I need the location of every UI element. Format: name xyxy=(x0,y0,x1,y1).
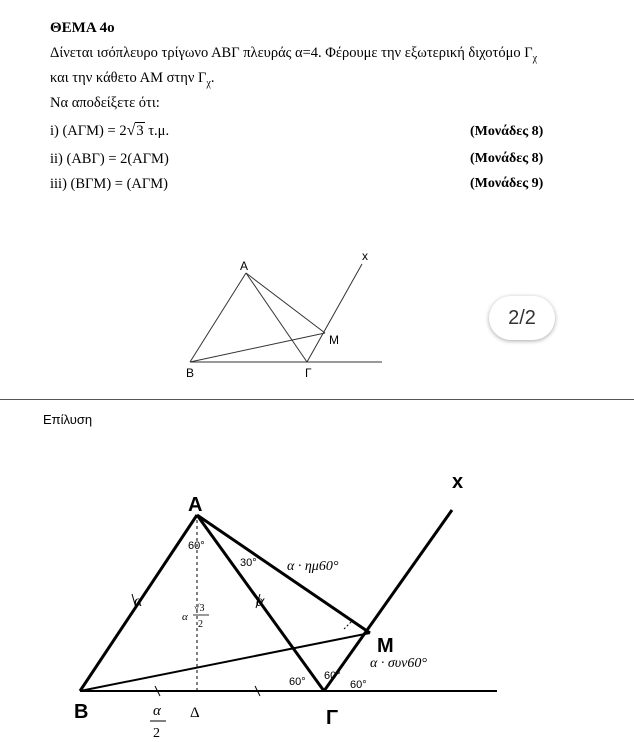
item-2-marks: (Μονάδες 8) xyxy=(470,151,544,166)
small-label-B: B xyxy=(186,366,195,380)
problem-heading: ΘΕΜΑ 4ο xyxy=(50,20,115,36)
sol-label-M: M xyxy=(377,635,394,657)
item-1-text: i) (ΑΓΜ) = 2 xyxy=(50,123,127,139)
item-3: iii) (ΒΓΜ) = (ΑΓΜ) xyxy=(50,176,168,192)
sol-label-alpha-AB: α xyxy=(134,593,143,610)
sol-label-AM-length: α · ημ60° xyxy=(287,559,339,574)
sol-label-G: Γ xyxy=(326,707,339,729)
solution-title: Επίλυση xyxy=(43,412,93,427)
problem-prompt: Να αποδείξετε ότι: xyxy=(50,95,160,111)
sol-angle-G3: 60° xyxy=(350,679,367,691)
sol-label-D: Δ xyxy=(190,705,200,721)
page-indicator: 2/2 xyxy=(489,296,555,340)
item-2: ii) (ΑΒΓ) = 2(ΑΓΜ) xyxy=(50,151,169,167)
sol-half-den: 2 xyxy=(153,726,160,741)
item-3-marks: (Μονάδες 9) xyxy=(470,176,544,191)
sol-label-alpha-AG: α xyxy=(256,593,265,610)
item-1-root: 3 xyxy=(136,123,144,139)
line1-sub: χ xyxy=(532,52,538,64)
item-1-unit: τ.μ. xyxy=(144,123,170,139)
small-label-G: Γ xyxy=(305,366,312,380)
sol-label-x: x xyxy=(452,471,464,493)
line2-text: και την κάθετο ΑΜ στην Γ xyxy=(50,70,207,86)
sol-height-alpha: α xyxy=(182,611,188,623)
line1-text: Δίνεται ισόπλευρο τρίγωνο ΑΒΓ πλευράς α=4. Φέρουμε την εξωτερική διχοτόμο Γ xyxy=(50,45,533,61)
sol-label-GM-length: α · συν60° xyxy=(370,656,427,671)
small-label-M: M xyxy=(329,333,339,347)
sol-angle-G2: 60° xyxy=(324,670,341,682)
sol-segment-BM xyxy=(80,633,370,691)
sol-height-den: 2 xyxy=(198,619,203,630)
small-label-x: x xyxy=(362,249,368,263)
sqrt-sign: √ xyxy=(126,122,136,139)
sol-label-B: B xyxy=(74,701,89,723)
small-label-A: A xyxy=(240,259,249,273)
line2-end: . xyxy=(210,70,215,86)
sol-segment-AM xyxy=(197,515,370,633)
item-1-marks: (Μονάδες 8) xyxy=(470,124,544,139)
sol-angle-G1: 60° xyxy=(289,676,306,688)
sol-angle-30: 30° xyxy=(240,557,257,569)
sol-height-root: √3 xyxy=(194,603,205,614)
sol-label-A: A xyxy=(188,494,203,516)
sol-angle-top: 60° xyxy=(188,540,205,552)
sol-half-num: α xyxy=(153,703,161,719)
line2-sub: χ xyxy=(206,77,211,89)
